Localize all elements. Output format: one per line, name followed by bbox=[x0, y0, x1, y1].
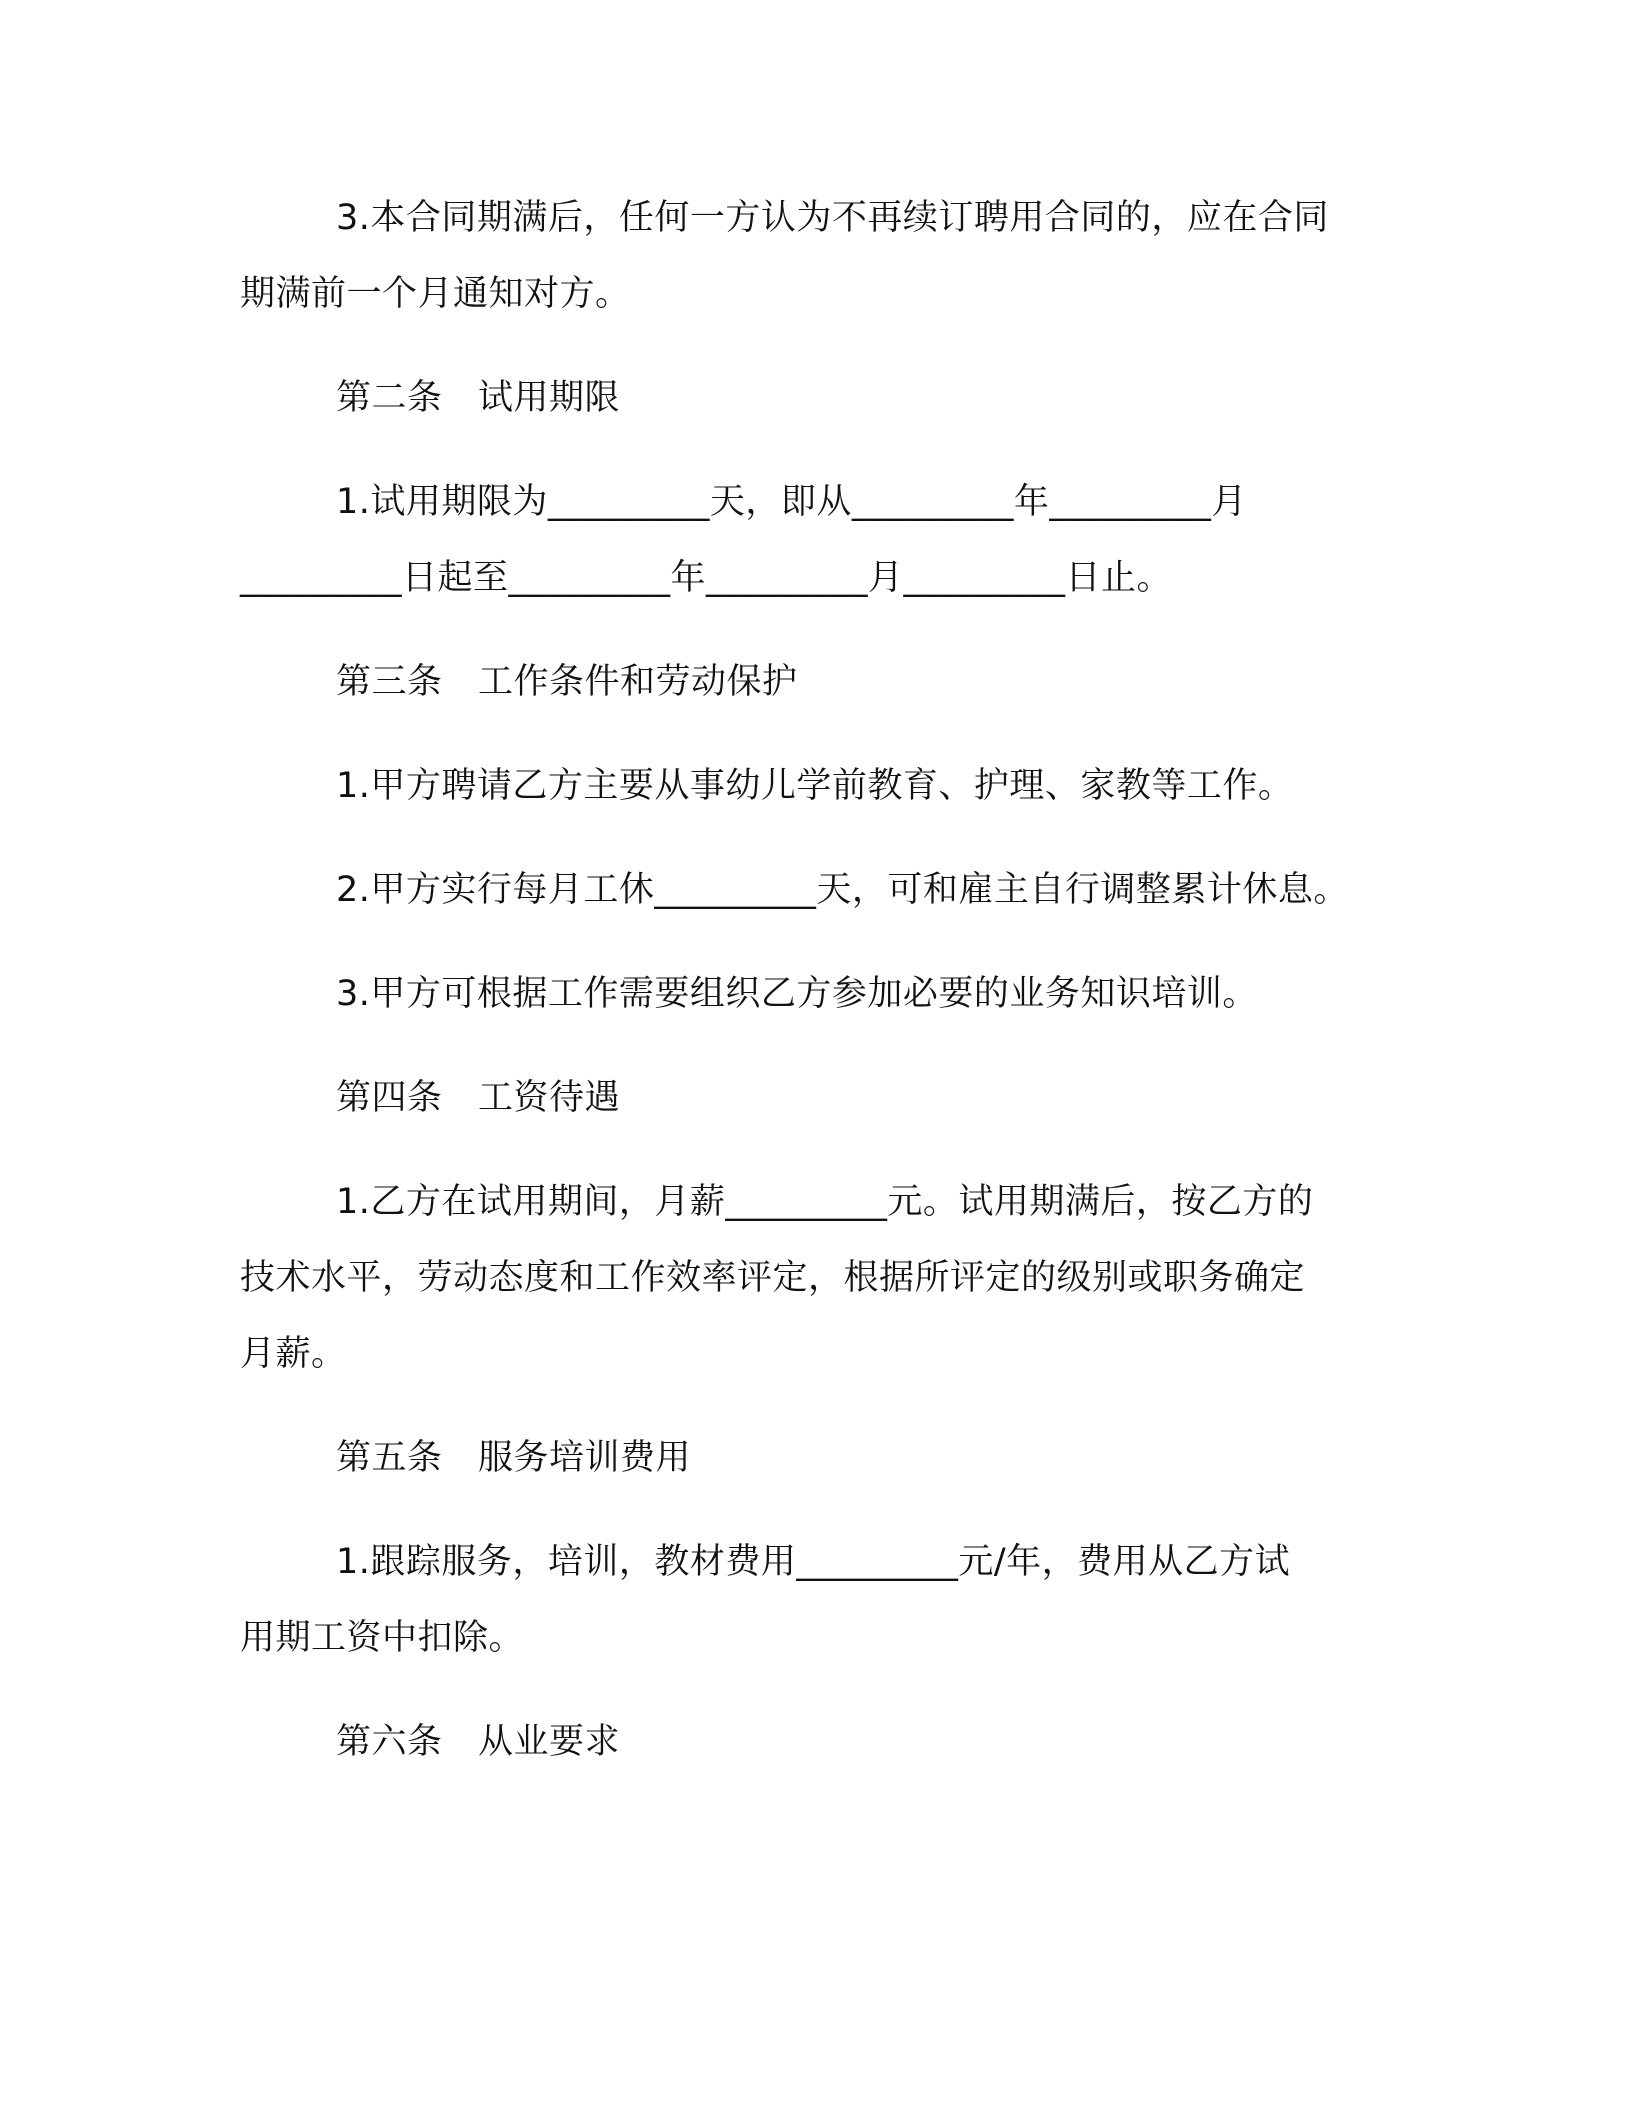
section-heading: 第四条 工资待遇 bbox=[336, 1078, 621, 1118]
section-heading: 第二条 试用期限 bbox=[336, 378, 621, 418]
paragraph-line: _________日起至_________年_________月_________日止。 bbox=[240, 558, 1173, 598]
paragraph-line: 3.本合同期满后，任何一方认为不再续订聘用合同的，应在合同 bbox=[336, 198, 1329, 238]
paragraph-line: 技术水平，劳动态度和工作效率评定，根据所评定的级别或职务确定 bbox=[240, 1258, 1306, 1298]
paragraph-line: 期满前一个月通知对方。 bbox=[240, 274, 631, 314]
paragraph-line: 1.跟踪服务，培训，教材费用_________元/年，费用从乙方试 bbox=[336, 1542, 1291, 1582]
paragraph-line: 1.甲方聘请乙方主要从事幼儿学前教育、护理、家教等工作。 bbox=[336, 766, 1294, 806]
section-heading: 第六条 从业要求 bbox=[336, 1722, 621, 1762]
paragraph-line: 1.试用期限为_________天，即从_________年_________月 bbox=[336, 482, 1247, 522]
paragraph-line: 3.甲方可根据工作需要组织乙方参加必要的业务知识培训。 bbox=[336, 974, 1258, 1014]
section-heading: 第五条 服务培训费用 bbox=[336, 1438, 692, 1478]
paragraph-line: 用期工资中扣除。 bbox=[240, 1618, 525, 1658]
paragraph-line: 1.乙方在试用期间，月薪_________元。试用期满后，按乙方的 bbox=[336, 1182, 1314, 1222]
section-heading: 第三条 工作条件和劳动保护 bbox=[336, 662, 798, 702]
paragraph-line: 月薪。 bbox=[240, 1334, 347, 1374]
paragraph-line: 2.甲方实行每月工休_________天，可和雇主自行调整累计休息。 bbox=[336, 870, 1349, 910]
